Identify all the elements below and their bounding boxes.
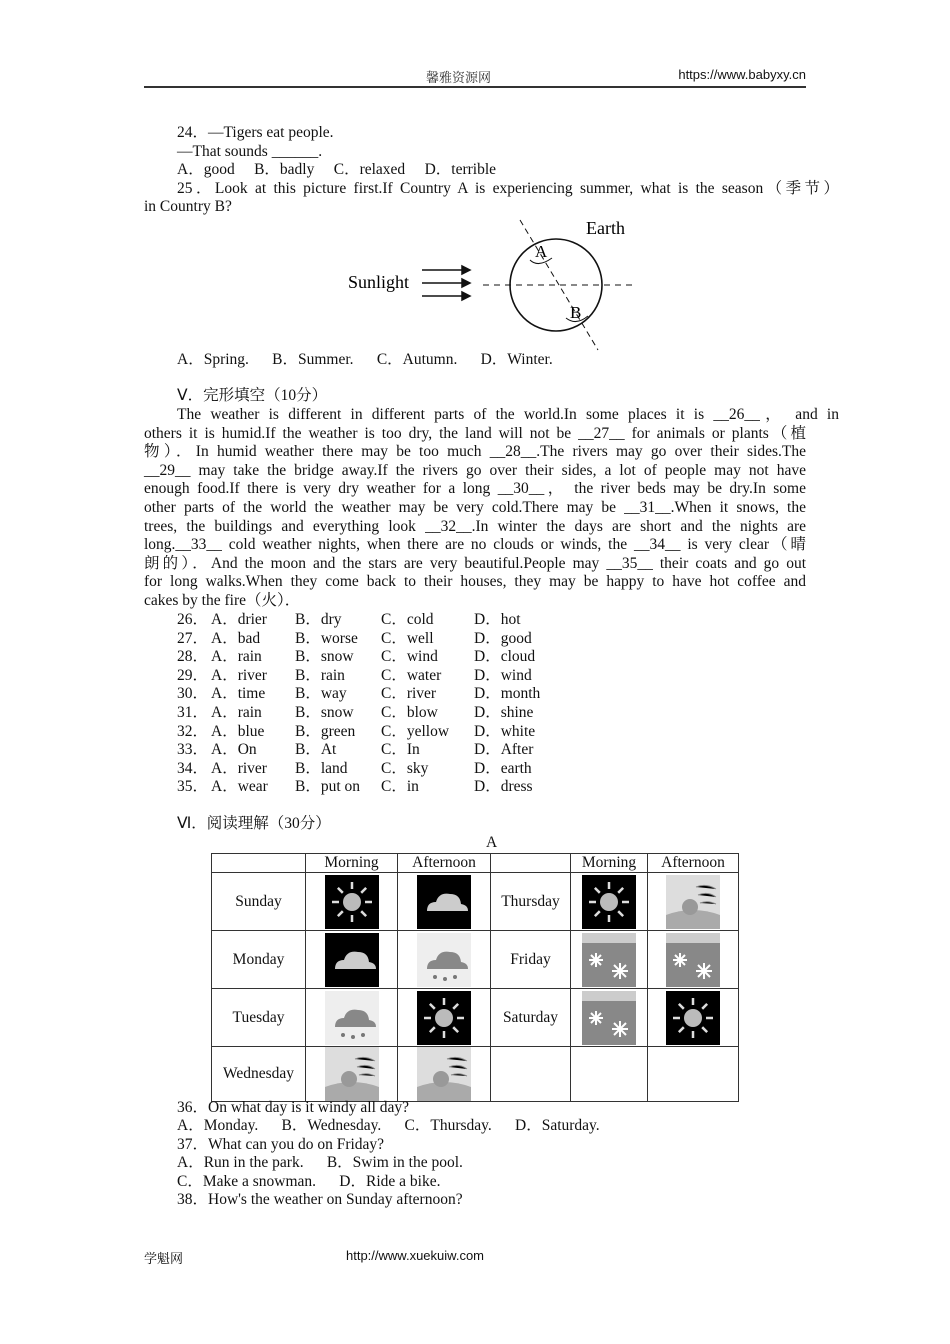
passage-line: for long walks.When they come back to their houses, they may be happy to have hot coffee and (144, 573, 806, 591)
header-url[interactable]: https://www.babyxy.cn (678, 67, 806, 82)
day-label: Thursday (491, 873, 571, 931)
header-afternoon: Afternoon (648, 854, 739, 873)
option: B．dry (295, 611, 342, 628)
option: C．cold (381, 611, 434, 628)
option: A．drier (211, 611, 267, 628)
option: A．rain (211, 648, 262, 666)
option: A．wear (211, 778, 268, 796)
left-pm-cell (398, 989, 491, 1047)
option: D．wind (474, 666, 532, 684)
header-afternoon: Afternoon (398, 854, 491, 873)
option: A．Spring. (177, 351, 249, 368)
right-pm-cell (648, 1047, 739, 1102)
option: D．terrible (424, 161, 497, 178)
option: A．bad (211, 629, 261, 647)
option: B．Wednesday. (281, 1117, 382, 1134)
sunlight-arrows (422, 266, 470, 300)
option: A．time (211, 685, 266, 703)
question-number: 27． (177, 629, 209, 647)
option: B．worse (295, 629, 358, 647)
option: B．badly (254, 161, 315, 178)
option: B．green (295, 722, 356, 740)
snowy-weather-icon (666, 933, 720, 987)
question-number: 34． (177, 759, 209, 777)
option: C．wind (381, 648, 438, 666)
option: D．Winter. (480, 351, 553, 368)
section6-title: Ⅵ．阅读理解（30分） (177, 815, 331, 832)
option: A．rain (211, 704, 262, 721)
point-a-label: A (535, 242, 548, 261)
q37-options-cd (144, 1173, 839, 1192)
right-pm-cell (648, 873, 739, 931)
sunny-weather-icon (666, 991, 720, 1045)
option: A．good (177, 161, 235, 178)
q25-line2: in Country B? (144, 198, 232, 215)
q36-question: 36．On what day is it windy all day? (177, 1099, 410, 1116)
option: B．Summer. (272, 351, 354, 368)
option: C．in (381, 778, 419, 796)
question-number: 29． (177, 666, 209, 684)
option: C．sky (381, 759, 429, 777)
point-b-label: B (570, 303, 582, 322)
option: A．river (211, 759, 267, 777)
option: A．blue (211, 722, 265, 740)
option: B．Swim in the pool. (326, 1154, 463, 1171)
section5-title: Ⅴ．完形填空（10分） (177, 387, 328, 404)
right-pm-cell (648, 931, 739, 989)
q38-question: 38．How's the weather on Sunday afternoon? (177, 1191, 463, 1208)
right-am-cell (571, 989, 648, 1047)
option: C．Thursday. (404, 1117, 492, 1134)
option: D．Ride a bike. (339, 1173, 441, 1190)
option: D．hot (474, 611, 521, 628)
snowy-weather-icon (582, 991, 636, 1045)
footer-url[interactable]: http://www.xuekuiw.com (346, 1248, 484, 1263)
q36-options (144, 1117, 839, 1136)
left-am-cell (306, 1047, 398, 1102)
cloudy-weather-icon (417, 875, 471, 929)
option: B．snow (295, 704, 354, 721)
question-number: 30． (177, 685, 209, 703)
question-number: 28． (177, 648, 209, 666)
option: C．Make a snowman. (177, 1173, 317, 1190)
day-label: Friday (491, 931, 571, 989)
option: C．river (381, 685, 437, 703)
option: B．put on (295, 778, 361, 796)
option: C．Autumn. (376, 351, 458, 368)
earth-circle (510, 239, 602, 331)
q24-question: 24．—Tigers eat people. (177, 124, 334, 141)
option: C．yellow (381, 722, 450, 740)
windy-weather-icon (325, 1047, 379, 1101)
option: C．well (381, 629, 434, 647)
option: B．At (295, 741, 337, 759)
q25-options (144, 351, 839, 370)
q37-question: 37．What can you do on Friday? (177, 1136, 385, 1153)
left-am-cell (306, 931, 398, 989)
option: D．Saturday. (515, 1117, 600, 1134)
left-pm-cell (398, 873, 491, 931)
weather-row (212, 1047, 739, 1102)
q25-question: 25．Look at this picture first.If Country A is experiencing summer, what is the season（季节） (177, 180, 839, 197)
option: C．water (381, 666, 442, 684)
right-am-cell (571, 873, 648, 931)
option: A．On (211, 741, 257, 759)
left-am-cell (306, 873, 398, 931)
option: B．way (295, 685, 347, 703)
header-morning: Morning (306, 854, 398, 873)
weather-row (212, 931, 739, 989)
q24-options (144, 161, 839, 180)
earth-sunlight-diagram (340, 212, 650, 357)
question-number: 26． (177, 611, 209, 628)
sunny-weather-icon (325, 875, 379, 929)
option: C．blow (381, 704, 438, 721)
page-header (144, 66, 806, 88)
option: A．river (211, 666, 267, 684)
question-number: 32． (177, 722, 209, 740)
sunny-weather-icon (417, 991, 471, 1045)
left-pm-cell (398, 931, 491, 989)
day-label: Monday (212, 931, 306, 989)
right-am-cell (571, 1047, 648, 1102)
passage-line: other parts of the world the weather may be very cold.There may be __31__.When it snows, the (144, 499, 806, 516)
option: B．snow (295, 648, 354, 666)
day-label: Wednesday (212, 1047, 306, 1102)
question-number: 35． (177, 778, 209, 796)
left-pm-cell (398, 1047, 491, 1102)
day-label: Tuesday (212, 989, 306, 1047)
weather-table (211, 853, 739, 1102)
passage-line: enough food.If there is very dry weather for a long __30__， the river beds may be dry.In some (144, 480, 806, 498)
header-site: 馨雅资源网 (426, 70, 492, 85)
sunny-weather-icon (582, 875, 636, 929)
rainy-weather-icon (417, 933, 471, 987)
rainy-weather-icon (325, 991, 379, 1045)
passage-line: 朗的）．And the moon and the stars are very beautiful.People may __35__ their coats and go out (144, 554, 806, 572)
snowy-weather-icon (582, 933, 636, 987)
earth-label: Earth (586, 218, 625, 238)
footer-site: 学魁网 (144, 1251, 184, 1266)
passage-line: __29__ may take the bridge away.If the rivers go over their sides, a lot of people may not have (144, 461, 806, 479)
question-number: 33． (177, 741, 209, 759)
option: A．Monday. (177, 1117, 259, 1134)
right-pm-cell (648, 989, 739, 1047)
option: B．rain (295, 666, 345, 684)
passage-label: A (486, 834, 498, 851)
option: B．land (295, 759, 348, 777)
passage-line: long.__33__ cold weather nights, when there are no clouds or winds, the __34__ is very clear（晴 (144, 536, 806, 554)
option: D．earth (474, 759, 532, 777)
option: C．In (381, 741, 420, 759)
option: A．Run in the park. (177, 1154, 304, 1171)
weather-row (212, 873, 739, 931)
passage-line: trees, the buildings and everything look __32__.In winter the days are short and the nights are (144, 517, 806, 535)
header-morning: Morning (571, 854, 648, 873)
option: C．relaxed (333, 161, 406, 178)
question-number: 31． (177, 704, 209, 721)
passage-line: The weather is different in different parts of the world.In some places it is __26__， and in (177, 406, 839, 423)
option: D．month (474, 685, 541, 703)
sunlight-label: Sunlight (348, 272, 410, 292)
option: D．white (474, 722, 536, 740)
option: D．good (474, 629, 532, 647)
option: D．dress (474, 778, 533, 796)
passage-line: cakes by the fire（火）． (144, 592, 301, 609)
passage-line: others it is humid.If the weather is too dry, the land will not be __27__ for animals or plants（植 (144, 424, 806, 442)
right-am-cell (571, 931, 648, 989)
weather-row (212, 989, 739, 1047)
windy-weather-icon (417, 1047, 471, 1101)
q24-line2: —That sounds ______. (177, 143, 323, 160)
option: D．cloud (474, 648, 536, 666)
option: D．shine (474, 704, 534, 721)
cloudy-weather-icon (325, 933, 379, 987)
left-am-cell (306, 989, 398, 1047)
windy-weather-icon (666, 875, 720, 929)
passage-line: 物）．In humid weather there may be too much __28__.The rivers may go over their sides.The (144, 443, 806, 461)
option: D．After (474, 741, 534, 759)
q37-options-ab (144, 1154, 839, 1173)
day-label: Saturday (491, 989, 571, 1047)
right-day-cell (491, 1047, 571, 1102)
day-label: Sunday (212, 873, 306, 931)
